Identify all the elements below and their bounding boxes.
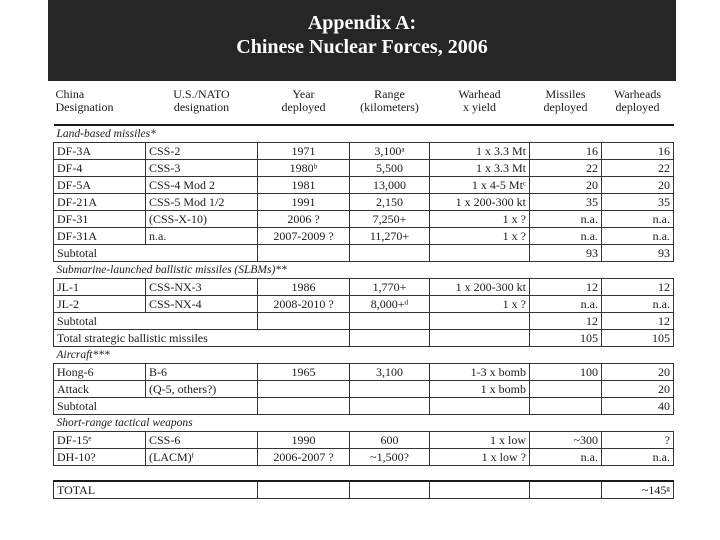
cell-warheads: 20 [602, 177, 674, 194]
cell-missiles: 12 [530, 279, 602, 296]
column-header: China Designation [54, 85, 146, 125]
cell-designation: DF-5A [54, 177, 146, 194]
cell-warheads: 12 [602, 279, 674, 296]
nuclear-forces-table [53, 85, 674, 499]
cell-missiles: 35 [530, 194, 602, 211]
appendix-figure [48, 0, 676, 530]
table-row [54, 381, 674, 398]
cell-nato: (Q-5, others?) [146, 381, 258, 398]
cell-nato: CSS-NX-3 [146, 279, 258, 296]
section-heading: Short-range tactical weapons [54, 415, 674, 432]
cell-range [350, 381, 430, 398]
cell-missiles: n.a. [530, 449, 602, 466]
cell-designation: Attack [54, 381, 146, 398]
cell-range: 600 [350, 432, 430, 449]
table-row [54, 228, 674, 245]
cell-warheads: 20 [602, 381, 674, 398]
cell-year: 1991 [258, 194, 350, 211]
cell-nato: (CSS-X-10) [146, 211, 258, 228]
cell-warhead: 1 x low [430, 432, 530, 449]
title-line-1: Appendix A: [307, 12, 417, 34]
table-row [54, 143, 674, 160]
section-heading-row [54, 262, 674, 279]
cell-nato: n.a. [146, 228, 258, 245]
subtotal-row [54, 398, 674, 415]
cell-range: ~1,500? [350, 449, 430, 466]
cell-warheads: n.a. [602, 211, 674, 228]
cell-missiles: n.a. [530, 296, 602, 313]
cell-missiles: 20 [530, 177, 602, 194]
cell-designation: DF-4 [54, 160, 146, 177]
cell-nato: CSS-3 [146, 160, 258, 177]
cell-missiles [530, 381, 602, 398]
cell-warheads: n.a. [602, 228, 674, 245]
cell-missiles: 16 [530, 143, 602, 160]
column-header: Warheads deployed [602, 85, 674, 125]
strategic-total-warheads: 105 [602, 330, 674, 347]
cell-warhead: 1-3 x bomb [430, 364, 530, 381]
subtotal-missiles: 93 [530, 245, 602, 262]
subtotal-warheads: 40 [602, 398, 674, 415]
cell-nato: (LACM)ᶠ [146, 449, 258, 466]
cell-range: 1,770+ [350, 279, 430, 296]
subtotal-label: Subtotal [54, 245, 258, 262]
cell-nato: CSS-4 Mod 2 [146, 177, 258, 194]
table-row [54, 211, 674, 228]
strategic-total-row [54, 330, 674, 347]
cell-range: 8,000+ᵈ [350, 296, 430, 313]
cell-warheads: 16 [602, 143, 674, 160]
cell-warhead: 1 x 3.3 Mt [430, 143, 530, 160]
table-row [54, 296, 674, 313]
section-heading: Aircraft*** [54, 347, 674, 364]
section-heading-row [54, 125, 674, 143]
cell-range: 7,250+ [350, 211, 430, 228]
cell-warhead: 1 x bomb [430, 381, 530, 398]
cell-warheads: 22 [602, 160, 674, 177]
section-heading: Submarine-launched ballistic missiles (SLBMs)** [54, 262, 674, 279]
subtotal-missiles [530, 398, 602, 415]
cell-year: 1986 [258, 279, 350, 296]
cell-warhead: 1 x ? [430, 211, 530, 228]
column-header: U.S./NATO designation [146, 85, 258, 125]
subtotal-row [54, 245, 674, 262]
cell-year: 2007-2009 ? [258, 228, 350, 245]
cell-nato: CSS-2 [146, 143, 258, 160]
cell-warhead: 1 x 200-300 kt [430, 279, 530, 296]
subtotal-warheads: 12 [602, 313, 674, 330]
section-heading: Land-based missiles* [54, 125, 674, 143]
cell-designation: DF-31 [54, 211, 146, 228]
cell-year: 1971 [258, 143, 350, 160]
column-header: Missiles deployed [530, 85, 602, 125]
section-heading-row [54, 415, 674, 432]
cell-year [258, 381, 350, 398]
table-row [54, 364, 674, 381]
cell-year: 2008-2010 ? [258, 296, 350, 313]
cell-year: 2006-2007 ? [258, 449, 350, 466]
cell-nato: CSS-6 [146, 432, 258, 449]
title-line-2: Chinese Nuclear Forces, 2006 [236, 36, 488, 58]
grand-total-warheads: ~145ᵍ [602, 481, 674, 499]
cell-year: 1965 [258, 364, 350, 381]
cell-nato: CSS-5 Mod 1/2 [146, 194, 258, 211]
cell-warhead: 1 x 200-300 kt [430, 194, 530, 211]
subtotal-row [54, 313, 674, 330]
cell-warheads: 35 [602, 194, 674, 211]
cell-warheads: n.a. [602, 296, 674, 313]
section-heading-row [54, 347, 674, 364]
cell-designation: DF-31A [54, 228, 146, 245]
cell-year: 1981 [258, 177, 350, 194]
cell-missiles: ~300 [530, 432, 602, 449]
column-header: Warhead x yield [430, 85, 530, 125]
cell-nato: CSS-NX-4 [146, 296, 258, 313]
subtotal-label: Subtotal [54, 313, 258, 330]
cell-range: 13,000 [350, 177, 430, 194]
cell-warhead: 1 x low ? [430, 449, 530, 466]
cell-year: 1980ᵇ [258, 160, 350, 177]
cell-range: 5,500 [350, 160, 430, 177]
cell-warheads: n.a. [602, 449, 674, 466]
cell-range: 2,150 [350, 194, 430, 211]
cell-range: 3,100ᵃ [350, 143, 430, 160]
cell-designation: DF-3A [54, 143, 146, 160]
cell-year: 2006 ? [258, 211, 350, 228]
column-header: Range (kilometers) [350, 85, 430, 125]
cell-missiles: n.a. [530, 228, 602, 245]
cell-range: 11,270+ [350, 228, 430, 245]
cell-designation: DF-15ᵉ [54, 432, 146, 449]
cell-warhead: 1 x ? [430, 228, 530, 245]
subtotal-label: Subtotal [54, 398, 258, 415]
cell-warheads: 20 [602, 364, 674, 381]
cell-designation: DH-10? [54, 449, 146, 466]
cell-designation: JL-2 [54, 296, 146, 313]
subtotal-warheads: 93 [602, 245, 674, 262]
cell-warhead: 1 x ? [430, 296, 530, 313]
cell-nato: B-6 [146, 364, 258, 381]
strategic-total-missiles: 105 [530, 330, 602, 347]
table-row [54, 449, 674, 466]
table-row [54, 160, 674, 177]
table-row [54, 177, 674, 194]
cell-designation: Hong-6 [54, 364, 146, 381]
grand-total-label: TOTAL [54, 481, 258, 499]
cell-warheads: ? [602, 432, 674, 449]
subtotal-missiles: 12 [530, 313, 602, 330]
table-row [54, 432, 674, 449]
cell-missiles: n.a. [530, 211, 602, 228]
cell-warhead: 1 x 3.3 Mt [430, 160, 530, 177]
strategic-total-label: Total strategic ballistic missiles [54, 330, 350, 347]
cell-designation: JL-1 [54, 279, 146, 296]
cell-missiles: 22 [530, 160, 602, 177]
cell-designation: DF-21A [54, 194, 146, 211]
cell-year: 1990 [258, 432, 350, 449]
cell-warhead: 1 x 4-5 Mtᶜ [430, 177, 530, 194]
header-row [54, 85, 674, 125]
grand-total-row [54, 481, 674, 499]
spacer-row [54, 466, 674, 482]
table-row [54, 194, 674, 211]
cell-range: 3,100 [350, 364, 430, 381]
title-bar [48, 0, 676, 81]
cell-missiles: 100 [530, 364, 602, 381]
table-row [54, 279, 674, 296]
column-header: Year deployed [258, 85, 350, 125]
